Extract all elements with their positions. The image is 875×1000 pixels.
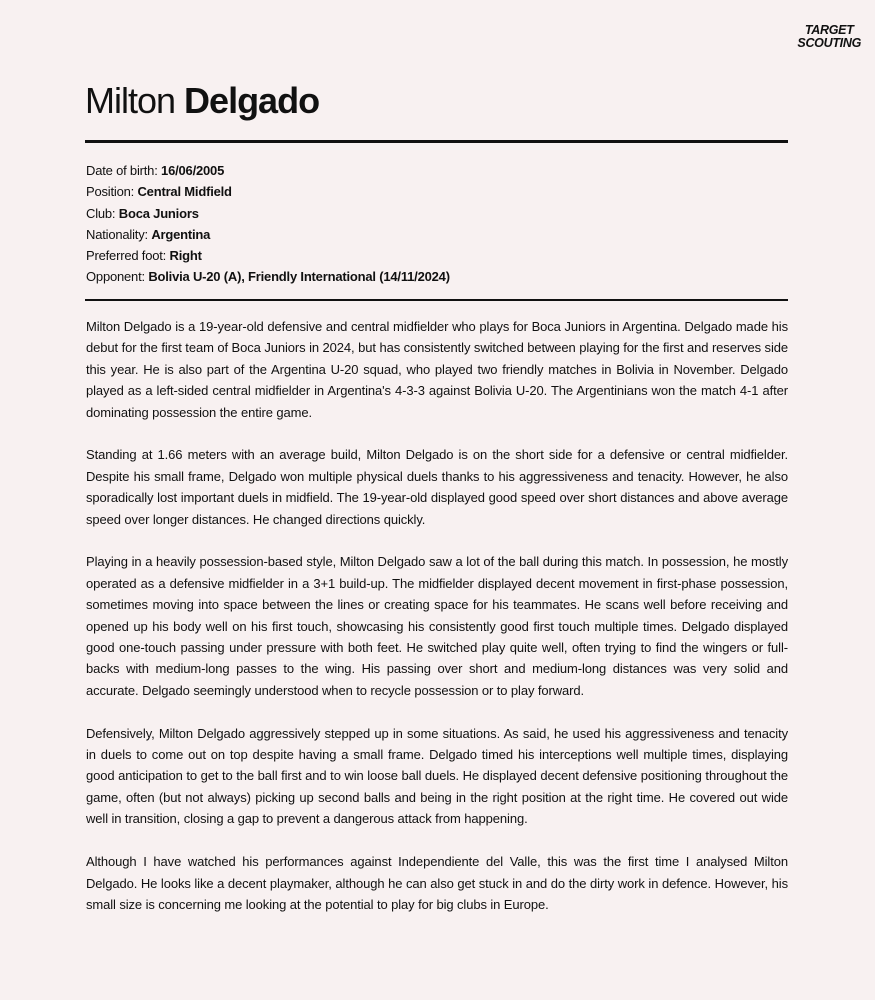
player-info (86, 160, 450, 288)
info-label: Nationality: (86, 226, 152, 242)
last-name: Delgado (184, 80, 320, 121)
info-value: Central Midfield (137, 184, 232, 200)
paragraph-introduction: Milton Delgado is a 19-year-old defensive and central midfielder who plays for Boca Juniors in Argentina. Delgado made his debut for the first team of Boca Juniors in 2024, but has consistently switched between playing for the first and reserves side this year. He is also part of the Argentina U-20 squad, who played two friendly matches in Bolivia in November. Delgado played as a left-sided central midfielder in Argentina's 4-3-3 against Bolivia U-20. The Argentinians won the match 4-1 after dominating possession the entire game. (86, 319, 788, 420)
info-value: Right (169, 248, 202, 264)
brand-logo (797, 24, 861, 50)
report-body (86, 316, 788, 937)
paragraph-conclusion: Although I have watched his performances against Independiente del Valle, this was the first time I analysed Milton Delgado. He looks like a decent playmaker, although he can also get stuck in and do the dirty work in defence. However, his small size is concerning me looking at the potential to play for big clubs in Europe. (86, 854, 788, 912)
info-value: Argentina (151, 226, 211, 242)
info-row-club (86, 203, 450, 224)
info-row-position (86, 181, 450, 202)
info-value: Boca Juniors (118, 205, 199, 221)
brand-line-2: SCOUTING (797, 36, 861, 50)
paragraph-physical: Standing at 1.66 meters with an average build, Milton Delgado is on the short side for a defensive or central midfielder. Despite his small frame, Delgado won multiple physical duels thanks to his aggressiveness and tenacity. However, he also sporadically lost important duels in midfield. The 19-year-old displayed good speed over short distances and above average speed over longer distances. He changed directions quickly. (86, 447, 788, 527)
info-divider (85, 299, 788, 301)
info-row-foot (86, 245, 450, 266)
paragraph-in-possession: Playing in a heavily possession-based style, Milton Delgado saw a lot of the ball during this match. In possession, he mostly operated as a defensive midfielder in a 3+1 build-up. The midfielder displayed decent movement in first-phase possession, sometimes moving into space between the lines or creating space for his teammates. He scans well before receiving and opened up his body well on his first touch, showcasing his consistently good first touch multiple times. Delgado displayed good one-touch passing under pressure with both feet. He switched play quite well, often trying to find the wingers or full-backs with medium-long passes to the wing. His passing over short and medium-long distances was very solid and accurate. Delgado seemingly understood when to recycle possession or to play forward. (86, 554, 788, 698)
brand-line-1: TARGET (804, 23, 854, 37)
info-row-nationality (86, 224, 450, 245)
info-value: 16/06/2005 (161, 163, 225, 178)
first-name: Milton (85, 80, 176, 121)
page-title (85, 80, 319, 122)
info-label: Opponent: (86, 269, 149, 285)
info-label: Position: (86, 184, 138, 200)
info-row-dob (86, 160, 450, 181)
paragraph-defensive: Defensively, Milton Delgado aggressively stepped up in some situations. As said, he used his aggressiveness and tenacity in duels to come out on top despite having a small frame. Delgado timed his interceptions well multiple times, displaying good anticipation to get to the ball first and to win loose ball duels. He displayed decent defensive positioning throughout the game, often (but not always) picking up second balls and being in the right position at the right time. He covered out wide well in transition, closing a gap to prevent a dangerous attack from happening. (86, 725, 788, 827)
info-label: Date of birth: (86, 163, 162, 178)
info-value: Bolivia U-20 (A), Friendly International (14/11/2024) (148, 269, 450, 285)
info-label: Preferred foot: (86, 248, 170, 264)
header-divider (85, 140, 788, 143)
info-row-opponent (86, 266, 450, 287)
info-label: Club: (86, 205, 119, 221)
